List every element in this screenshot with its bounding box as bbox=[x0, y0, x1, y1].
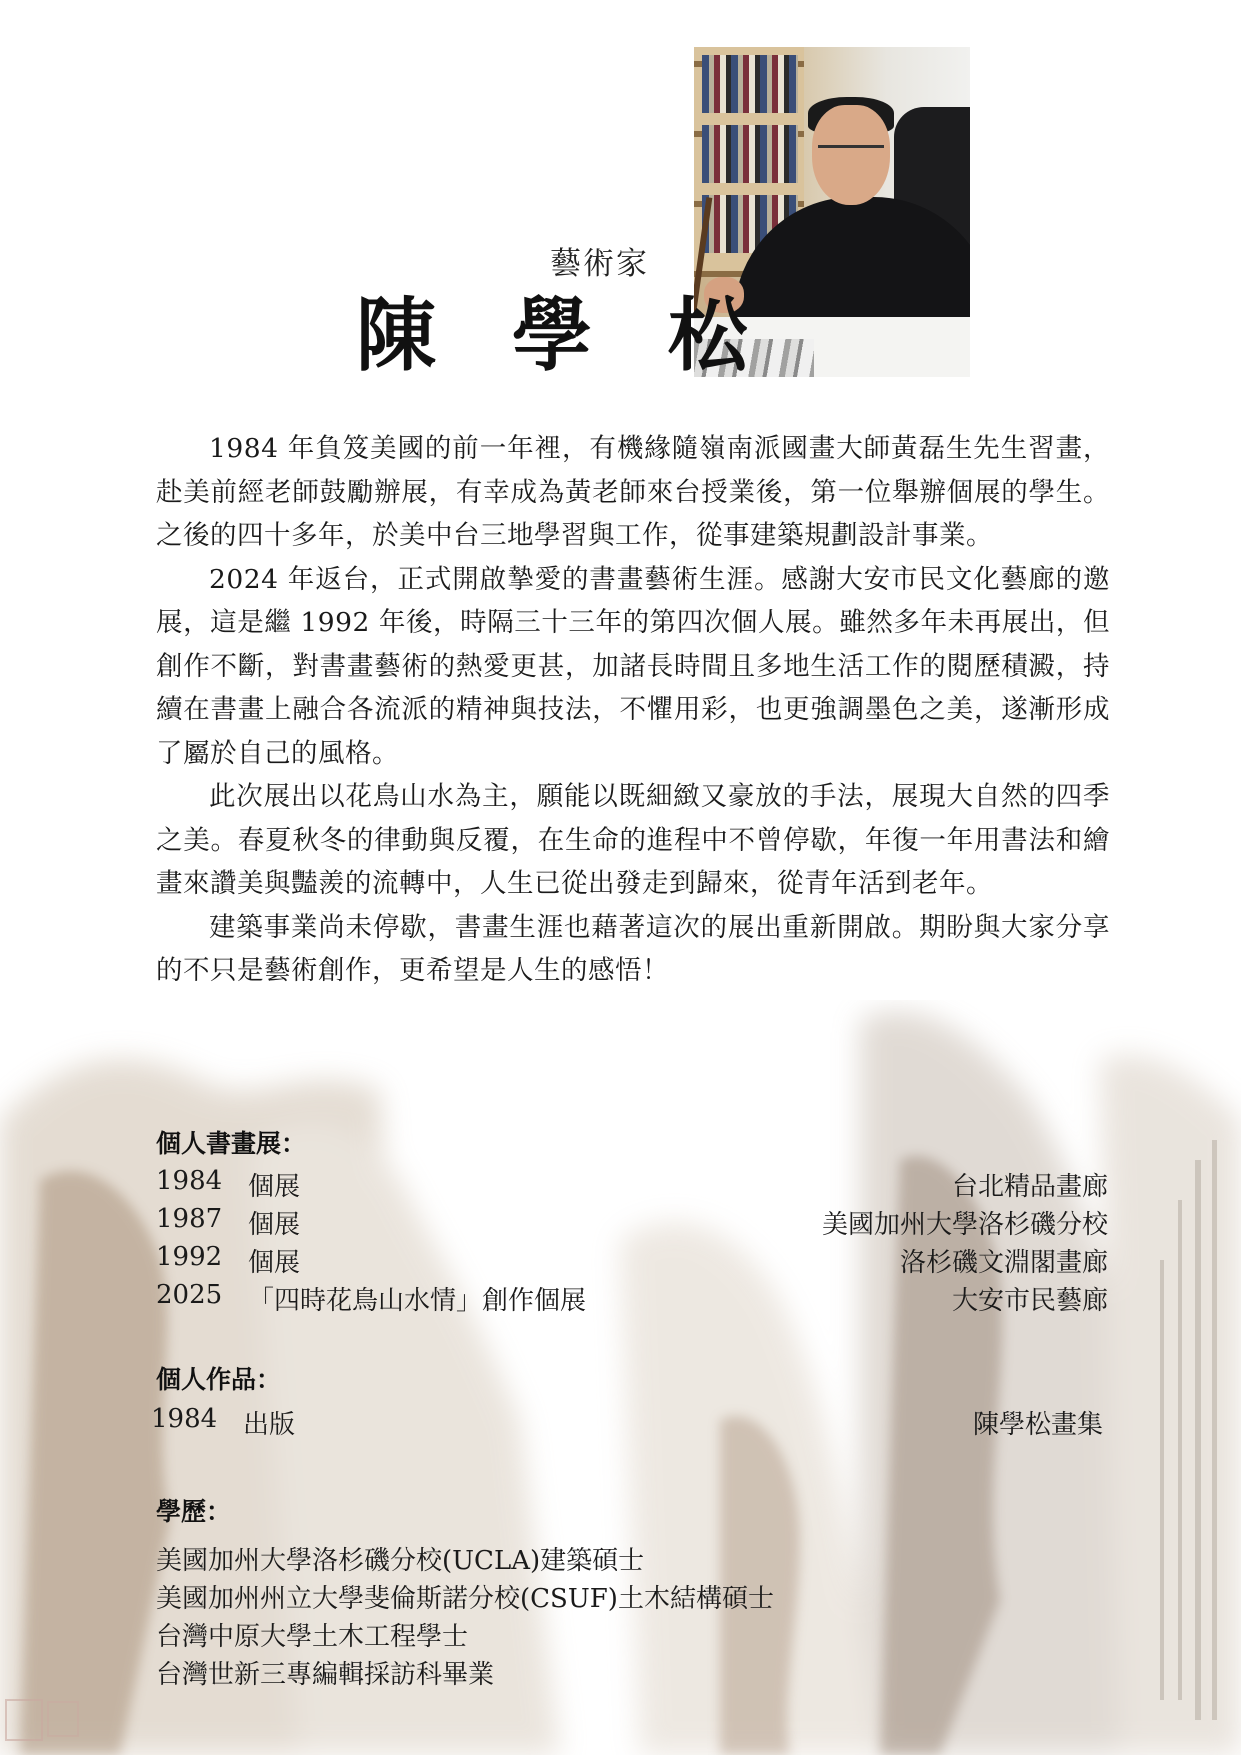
education-item: 美國加州州立大學斐倫斯諾分校(CSUF)土木結構碩士 bbox=[156, 1584, 774, 1614]
exhibition-place: 洛杉磯文淵閣畫廊 bbox=[899, 1248, 1108, 1278]
bio-paragraph: 此次展出以花鳥山水為主，願能以既細緻又豪放的手法，展現大自然的四季之美。春夏秋冬的律動與反覆，在生命的進程中不曾停歇，年復一年用書法和繪畫來讚美與豔羨的流轉中，人生已從出發走到歸來，從青年活到老年。 bbox=[156, 781, 1110, 899]
exhibition-kind: 「四時花鳥山水情」創作個展 bbox=[248, 1286, 587, 1316]
works-place: 陳學松畫集 bbox=[972, 1410, 1103, 1440]
exhibition-place: 台北精品畫廊 bbox=[951, 1172, 1108, 1202]
bio-paragraph: 1984 年負笈美國的前一年裡，有機緣隨嶺南派國畫大師黃磊生先生習畫，赴美前經老師鼓勵辦展，有幸成為黃老師來台授業後，第一位舉辦個展的學生。之後的四十多年，於美中台三地學習與工作，從事建築規劃設計事業。 bbox=[156, 433, 1110, 551]
works-kind: 出版 bbox=[243, 1410, 296, 1440]
artist-name: 陳 學 松 bbox=[356, 289, 772, 382]
exhibition-kind: 個展 bbox=[248, 1210, 301, 1240]
exhibition-kind: 個展 bbox=[248, 1172, 301, 1202]
exhibition-kind: 個展 bbox=[248, 1248, 301, 1278]
works-year: 1984 bbox=[151, 1404, 218, 1434]
exhibition-row bbox=[156, 1166, 1108, 1204]
education-title: 學歷： bbox=[156, 1497, 232, 1526]
exhibitions-title: 個人書畫展： bbox=[156, 1129, 307, 1158]
works-title: 個人作品： bbox=[156, 1365, 282, 1394]
bio-paragraph: 2024 年返台，正式開啟摯愛的書畫藝術生涯。感謝大安市民文化藝廊的邀展，這是繼 1992 年後，時隔三十三年的第四次個人展。雖然多年未再展出，但創作不斷，對書畫藝術的熱愛更甚，加諸長時間且多地生活工作的閱歷積澱，持續在書畫上融合各流派的精神與技法，不懼用彩，也更強調墨色之美，遂漸形成了屬於自己的風格。 bbox=[156, 563, 1110, 769]
biography bbox=[156, 427, 1110, 993]
books bbox=[702, 125, 798, 183]
books bbox=[702, 55, 798, 113]
exhibition-year: 1992 bbox=[156, 1242, 223, 1272]
works-row bbox=[151, 1404, 1103, 1442]
bio-paragraph: 建築事業尚未停歇，書畫生涯也藉著這次的展出重新開啟。期盼與大家分享的不只是藝術創作，更希望是人生的感悟！ bbox=[156, 911, 1110, 986]
glasses bbox=[818, 145, 884, 162]
exhibition-year: 1984 bbox=[156, 1166, 223, 1196]
artist-label: 藝術家 bbox=[550, 246, 649, 282]
exhibition-row bbox=[156, 1280, 1108, 1318]
exhibition-year: 2025 bbox=[156, 1280, 223, 1310]
exhibition-place: 美國加州大學洛杉磯分校 bbox=[821, 1210, 1108, 1240]
exhibition-row bbox=[156, 1242, 1108, 1280]
education-item: 台灣中原大學土木工程學士 bbox=[156, 1622, 469, 1652]
exhibition-year: 1987 bbox=[156, 1204, 223, 1234]
exhibition-row bbox=[156, 1204, 1108, 1242]
education-item: 台灣世新三專編輯採訪科畢業 bbox=[156, 1660, 495, 1690]
exhibition-place: 大安市民藝廊 bbox=[951, 1286, 1108, 1316]
education-item: 美國加州大學洛杉磯分校(UCLA)建築碩士 bbox=[156, 1546, 645, 1576]
